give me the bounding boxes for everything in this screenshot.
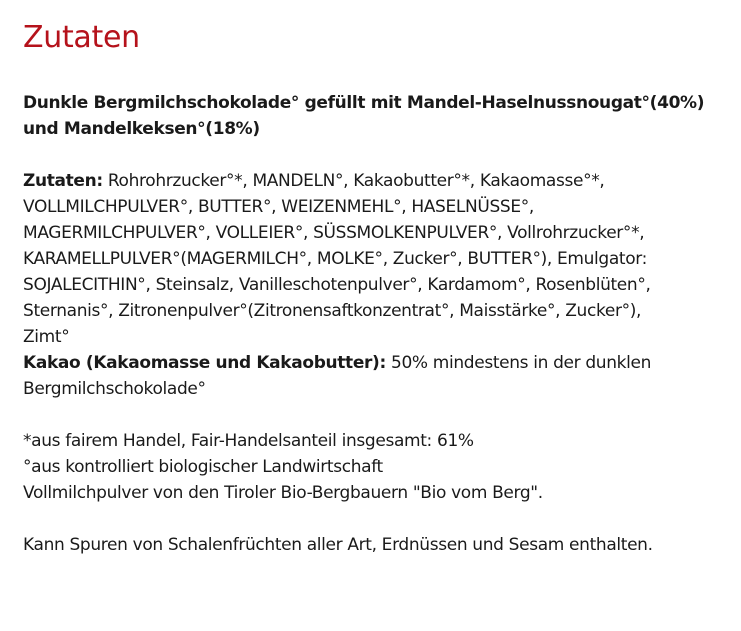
product-description-line: und Mandelkeksen°(18%) [23, 119, 260, 139]
ingredients-line: MAGERMILCHPULVER°, VOLLEIER°, SÜSSMOLKENPULVER°, Vollrohrzucker°*, [23, 223, 645, 243]
cocoa-line: Bergmilchschokolade° [23, 379, 206, 399]
cocoa-label: Kakao (Kakaomasse und Kakaobutter): [23, 353, 386, 373]
cocoa-line [23, 350, 719, 376]
spacer [23, 142, 719, 168]
milk-source-note: Vollmilchpulver von den Tiroler Bio-Bergbauern "Bio vom Berg". [23, 483, 543, 503]
product-description-line: Dunkle Bergmilchschokolade° gefüllt mit Mandel-Haselnussnougat°(40%) [23, 93, 705, 113]
ingredients-text: Rohrohrzucker°*, MANDELN°, Kakaobutter°*, Kakaomasse°*, [102, 171, 605, 191]
ingredients-line: Sternanis°, Zitronenpulver°(Zitronensaftkonzentrat°, Maisstärke°, Zucker°), [23, 301, 642, 321]
ingredients-line: KARAMELLPULVER°(MAGERMILCH°, MOLKE°, Zucker°, BUTTER°), Emulgator: [23, 249, 647, 269]
ingredients-line: SOJALECITHIN°, Steinsalz, Vanilleschotenpulver°, Kardamom°, Rosenblüten°, [23, 275, 651, 295]
fair-trade-note: *aus fairem Handel, Fair-Handelsanteil insgesamt: 61% [23, 431, 474, 451]
cocoa-text: 50% mindestens in der dunklen [385, 353, 652, 373]
ingredients-line: VOLLMILCHPULVER°, BUTTER°, WEIZENMEHL°, HASELNÜSSE°, [23, 197, 534, 217]
spacer [23, 402, 719, 428]
ingredients-label: Zutaten: [23, 171, 103, 191]
organic-note: °aus kontrolliert biologischer Landwirtschaft [23, 457, 383, 477]
footnotes [23, 428, 719, 506]
cocoa-content [23, 350, 719, 402]
product-description [23, 90, 719, 142]
allergen-notice: Kann Spuren von Schalenfrüchten aller Art, Erdnüssen und Sesam enthalten. [23, 535, 653, 555]
ingredients-line [23, 168, 719, 194]
spacer [23, 506, 719, 532]
page-title: Zutaten [23, 20, 140, 55]
ingredients-list [23, 168, 719, 350]
ingredients-line: Zimt° [23, 327, 70, 347]
